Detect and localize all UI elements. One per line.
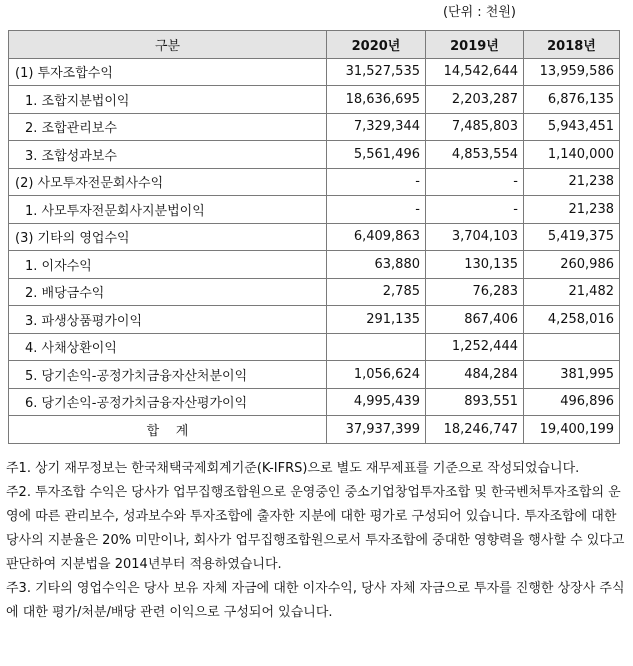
operating-revenue-table [8, 30, 620, 444]
header-category: 구분 [9, 31, 327, 59]
cell-2018: 5,943,451 [524, 113, 620, 141]
row-label: 3. 조합성과보수 [9, 141, 327, 169]
cell-2020: 7,329,344 [327, 113, 426, 141]
total-2018: 19,400,199 [524, 416, 620, 444]
table-row [9, 168, 620, 196]
footnotes [6, 457, 628, 625]
cell-2020: 63,880 [327, 251, 426, 279]
cell-2018: 13,959,586 [524, 58, 620, 86]
table-row [9, 223, 620, 251]
row-label: 1. 이자수익 [9, 251, 327, 279]
total-2020: 37,937,399 [327, 416, 426, 444]
cell-2020: 291,135 [327, 306, 426, 334]
cell-2019: 2,203,287 [426, 86, 524, 114]
cell-2020: 6,409,863 [327, 223, 426, 251]
row-label: (3) 기타의 영업수익 [9, 223, 327, 251]
total-2019: 18,246,747 [426, 416, 524, 444]
header-2019: 2019년 [426, 31, 524, 59]
cell-2020: 31,527,535 [327, 58, 426, 86]
table-row [9, 388, 620, 416]
table-row [9, 306, 620, 334]
cell-2019: 484,284 [426, 361, 524, 389]
table-row [9, 196, 620, 224]
table-row [9, 86, 620, 114]
cell-2020: 2,785 [327, 278, 426, 306]
table-row [9, 278, 620, 306]
row-label: 2. 배당금수익 [9, 278, 327, 306]
header-2020: 2020년 [327, 31, 426, 59]
cell-2018: 381,995 [524, 361, 620, 389]
cell-2019: 867,406 [426, 306, 524, 334]
footnote-1: 주1. 상기 재무정보는 한국채택국제회계기준(K-IFRS)으로 별도 재무제표를 기준으로 작성되었습니다. [6, 461, 580, 476]
cell-2018: 6,876,135 [524, 86, 620, 114]
cell-2019: 14,542,644 [426, 58, 524, 86]
row-label: 5. 당기손익-공정가치금융자산처분이익 [9, 361, 327, 389]
cell-2020 [327, 333, 426, 361]
table-row [9, 251, 620, 279]
cell-2020: - [327, 196, 426, 224]
row-label: (2) 사모투자전문회사수익 [9, 168, 327, 196]
cell-2020: 18,636,695 [327, 86, 426, 114]
footnote-2: 주2. 투자조합 수익은 당사가 업무집행조합원으로 운영중인 중소기업창업투자조합 및 한국벤처투자조합의 운영에 따른 관리보수, 성과보수와 투자조합에 출자한 지분에 대한 평가로 구성되어 있습니다. 투자조합에 대한 당사의 지분율은 20% 미만이나, 회사가 업무집행조합원으로서 투자조합에 중대한 영향력을 행사할 수 있다고 판단하여 지분법을 2014년부터 적용하였습니다. [6, 485, 625, 572]
row-label: 4. 사채상환이익 [9, 333, 327, 361]
row-label: 3. 파생상품평가이익 [9, 306, 327, 334]
cell-2018: 496,896 [524, 388, 620, 416]
cell-2019: - [426, 168, 524, 196]
cell-2019: 7,485,803 [426, 113, 524, 141]
cell-2018: 21,482 [524, 278, 620, 306]
header-2018: 2018년 [524, 31, 620, 59]
footnote-3: 주3. 기타의 영업수익은 당사 보유 자체 자금에 대한 이자수익, 당사 자체 자금으로 투자를 진행한 상장사 주식에 대한 평가/처분/배당 관련 이익으로 구성되어 있습니다. [6, 581, 625, 620]
unit-note: (단위 : 천원) [442, 5, 516, 20]
total-row [9, 416, 620, 444]
cell-2020: - [327, 168, 426, 196]
cell-2018: 1,140,000 [524, 141, 620, 169]
row-label: 6. 당기손익-공정가치금융자산평가이익 [9, 388, 327, 416]
row-label: 1. 조합지분법이익 [9, 86, 327, 114]
row-label: 2. 조합관리보수 [9, 113, 327, 141]
cell-2019: 1,252,444 [426, 333, 524, 361]
cell-2018: 5,419,375 [524, 223, 620, 251]
cell-2018: 260,986 [524, 251, 620, 279]
cell-2019: 3,704,103 [426, 223, 524, 251]
table-row [9, 113, 620, 141]
row-label: (1) 투자조합수익 [9, 58, 327, 86]
table-row [9, 58, 620, 86]
cell-2020: 1,056,624 [327, 361, 426, 389]
cell-2019: 893,551 [426, 388, 524, 416]
cell-2019: - [426, 196, 524, 224]
cell-2019: 4,853,554 [426, 141, 524, 169]
cell-2020: 4,995,439 [327, 388, 426, 416]
table-row [9, 333, 620, 361]
table-header-row [9, 31, 620, 59]
cell-2018: 4,258,016 [524, 306, 620, 334]
table-row [9, 361, 620, 389]
cell-2019: 130,135 [426, 251, 524, 279]
cell-2020: 5,561,496 [327, 141, 426, 169]
table-row [9, 141, 620, 169]
cell-2018 [524, 333, 620, 361]
cell-2018: 21,238 [524, 196, 620, 224]
cell-2018: 21,238 [524, 168, 620, 196]
row-label: 1. 사모투자전문회사지분법이익 [9, 196, 327, 224]
total-label: 합 계 [9, 416, 327, 444]
cell-2019: 76,283 [426, 278, 524, 306]
